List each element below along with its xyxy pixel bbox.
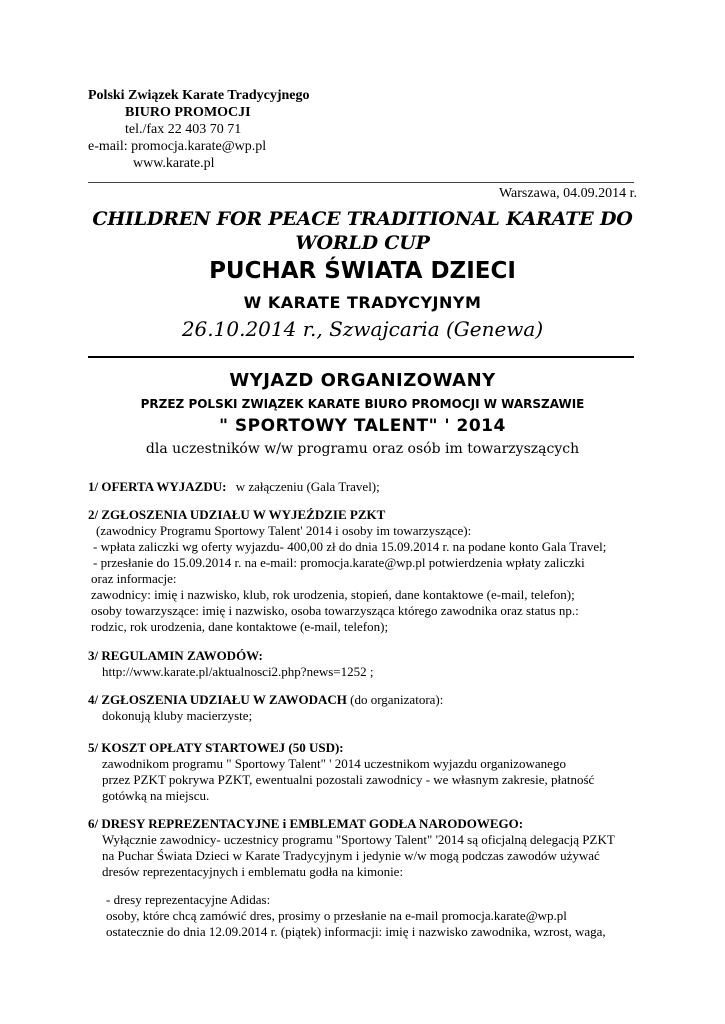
subtitle-line4: dla uczestników w/w programu oraz osób im towarzyszących	[145, 441, 580, 457]
section-4-heading-suffix: (do organizatora):	[346, 692, 444, 707]
header-divider	[88, 182, 634, 183]
title-event-date: 26.10.2014 r., Szwajcaria (Genewa)	[181, 317, 544, 341]
title-divider	[88, 356, 634, 358]
subtitle-program: " SPORTOWY TALENT" ' 2014	[219, 416, 506, 436]
section-1	[88, 479, 380, 495]
section-5-line: zawodnikom programu " Sportowy Talent" ' 2014 uczestnikom wyjazdu organizowanego	[102, 756, 566, 771]
section-2-line: - przesłanie do 15.09.2014 r. na e-mail: promocja.karate@wp.pl potwierdzenia wpłaty zaliczki	[93, 555, 585, 570]
section-2-line: - wpłata zaliczki wg oferty wyjazdu- 400,00 zł do dnia 15.09.2014 r. na podane konto Gala Travel;	[93, 539, 607, 554]
section-6-line: osoby, które chcą zamówić dres, prosimy o przesłanie na e-mail promocja.karate@wp.pl	[106, 908, 567, 923]
section-4-heading: 4/ ZGŁOSZENIA UDZIAŁU W ZAWODACH	[88, 692, 347, 707]
section-6-line: - dresy reprezentacyjne Adidas:	[106, 892, 271, 907]
section-6-line: ostatecznie do dnia 12.09.2014 r. (piątek) informacji: imię i nazwisko zawodnika, wzrost, waga,	[106, 924, 606, 939]
subtitle-line1: WYJAZD ORGANIZOWANY	[229, 370, 496, 391]
section-2-line: zawodnicy: imię i nazwisko, klub, rok urodzenia, stopień, dane kontaktowe (e-mail, telefon);	[91, 587, 575, 602]
section-4-heading-row	[88, 692, 443, 708]
section-4-line: dokonują kluby macierzyste;	[102, 708, 253, 723]
subtitle-line2: PRZEZ POLSKI ZWIĄZEK KARATE BIURO PROMOCJI W WARSZAWIE	[140, 397, 585, 411]
section-2-line: rodzic, rok urodzenia, dane kontaktowe (e-mail, telefon);	[91, 619, 389, 634]
email: e-mail: promocja.karate@wp.pl	[88, 139, 267, 154]
section-1-heading: 1/ OFERTA WYJAZDU:	[88, 479, 227, 494]
phone: tel./fax 22 403 70 71	[125, 122, 242, 137]
website: www.karate.pl	[133, 156, 215, 171]
section-6-line: dresów reprezentacyjnych i emblematu godła na kimonie:	[102, 864, 404, 879]
section-5-line: przez PZKT pokrywa PZKT, ewentualni pozostali zawodnicy - we własnym zakresie, płatność	[102, 772, 595, 787]
title-line3: PUCHAR ŚWIATA DZIECI	[209, 258, 516, 284]
place-date: Warszawa, 04.09.2014 r.	[498, 186, 637, 201]
section-6-line: Wyłącznie zawodnicy- uczestnicy programu "Sportowy Talent" '2014 są oficjalną delegacją PZKT	[102, 832, 615, 847]
section-5-heading: 5/ KOSZT OPŁATY STARTOWEJ (50 USD):	[88, 740, 344, 755]
title-line2: WORLD CUP	[295, 232, 430, 254]
section-5-line: gotówką na miejscu.	[102, 788, 210, 803]
section-1-text: w załączeniu (Gala Travel);	[235, 479, 380, 494]
office-name: BIURO PROMOCJI	[125, 105, 251, 120]
org-name: Polski Związek Karate Tradycyjnego	[88, 88, 310, 103]
title-line1: CHILDREN FOR PEACE TRADITIONAL KARATE DO	[92, 208, 633, 230]
section-2-heading: 2/ ZGŁOSZENIA UDZIAŁU W WYJEŹDZIE PZKT	[88, 507, 386, 522]
section-6-heading: 6/ DRESY REPREZENTACYJNE i EMBLEMAT GODŁA NARODOWEGO:	[88, 816, 524, 831]
section-6-line: na Puchar Świata Dzieci w Karate Tradycyjnym i jedynie w/w mogą podczas zawodów używać	[102, 848, 600, 863]
section-3-heading: 3/ REGULAMIN ZAWODÓW:	[88, 648, 263, 663]
section-2-line: (zawodnicy Programu Sportowy Talent' 2014 i osoby im towarzyszące):	[96, 523, 472, 538]
rules-link[interactable]: http://www.karate.pl/aktualnosci2.php?news=1252 ;	[102, 664, 374, 679]
title-line4: W KARATE TRADYCYJNYM	[243, 293, 482, 312]
section-2-line: osoby towarzyszące: imię i nazwisko, osoba towarzysząca którego zawodnika oraz status np.:	[91, 603, 579, 618]
section-2-line: oraz informacje:	[91, 571, 177, 586]
